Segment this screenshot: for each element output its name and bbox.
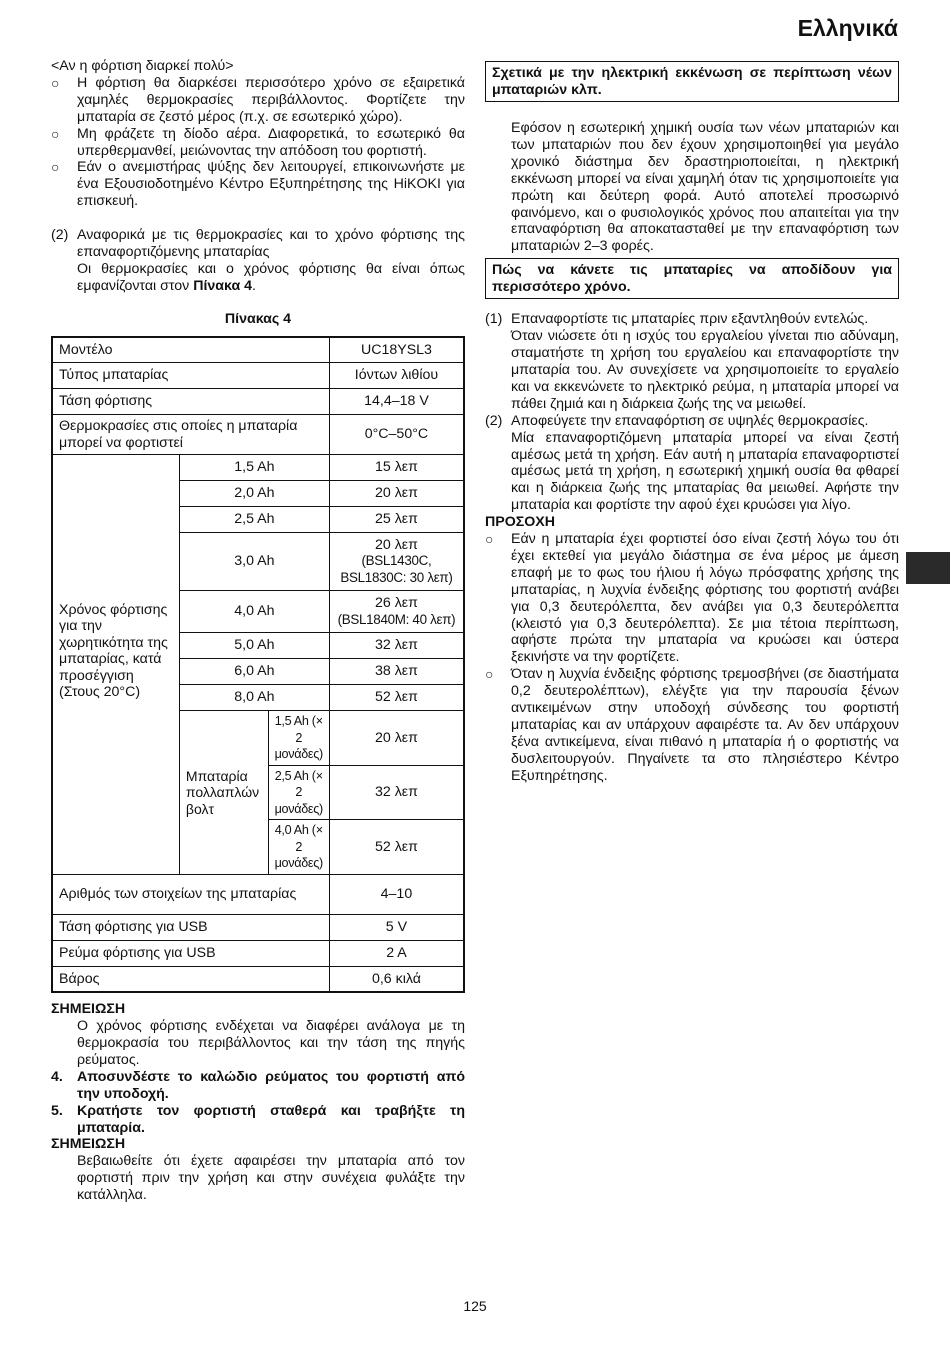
hollow-circle-icon: ○ <box>485 666 494 683</box>
multivolt-capacity-cell: 1,5 Ah (× 2 μονάδες) <box>268 711 329 766</box>
time-value: 20 λεπ <box>374 536 418 553</box>
item-number: (2) <box>51 227 69 244</box>
item-text-end: . <box>252 277 256 294</box>
capacity-cell: 2,0 Ah <box>179 481 329 507</box>
usb-current-label: Ρεύμα φόρτισης για USB <box>52 940 329 966</box>
time-value: 26 λεπ <box>374 595 418 612</box>
time-cell: 32 λεπ <box>329 633 464 659</box>
step-5 <box>51 1103 465 1137</box>
item-2 <box>485 413 899 430</box>
time-cell: 20 λεπ <box>329 481 464 507</box>
charge-time-label <box>52 455 179 875</box>
capacity-cell: 8,0 Ah <box>179 685 329 711</box>
capacity-cell: 3,0 Ah <box>179 533 329 591</box>
language-heading: Ελληνικά <box>797 15 898 41</box>
time-cell: 25 λεπ <box>329 507 464 533</box>
bullet-text: Μη φράζετε τη δίοδο αέρα. Διαφορετικά, το εσωτερικό θα υπερθερμανθεί, μειώνοντας την απόδοση του φορτιστή. <box>77 125 465 159</box>
usb-current-value: 2 A <box>329 940 464 966</box>
item-number: (2) <box>485 412 503 429</box>
spec-table <box>51 336 465 994</box>
long-charge-bullet-2 <box>51 126 465 160</box>
multivolt-label: Μπαταρία πολλαπλών βολτ <box>179 711 268 875</box>
cells-value: 4–10 <box>329 874 464 914</box>
hollow-circle-icon: ○ <box>51 74 60 91</box>
caution-bullet-2 <box>485 666 899 784</box>
item-title: Αποφεύγετε την επαναφόρτιση σε υψηλές θερμοκρασίες. <box>511 412 869 429</box>
weight-label: Βάρος <box>52 966 329 992</box>
cells-label: Αριθμός των στοιχείων της μπαταρίας <box>52 874 329 914</box>
step-4 <box>51 1069 465 1103</box>
battery-type-label: Τύπος μπαταρίας <box>52 363 329 389</box>
item-text: Οι θερμοκρασίες και ο χρόνος φόρτισης θα είναι όπως εμφανίζονται στον <box>77 260 465 294</box>
time-note: (BSL1840M: 40 λεπ) <box>337 611 456 627</box>
voltage-label: Τάση φόρτισης <box>52 389 329 415</box>
note-text: Βεβαιωθείτε ότι έχετε αφαιρέσει την μπαταρία από τον φορτιστή πριν την χρήση και στην συνέχεια φυλάξτε την κατάλληλα. <box>77 1153 465 1204</box>
item-title: Επαναφορτίστε τις μπαταρίες πριν εξαντληθούν εντελώς. <box>511 311 869 328</box>
hollow-circle-icon: ○ <box>51 125 60 142</box>
step-number: 4. <box>51 1068 63 1085</box>
bullet-text: Εάν η μπαταρία έχει φορτιστεί όσο είναι ζεστή λόγω του ότι έχει εκτεθεί για μεγάλο διάστημα σε ένα μέρος με άμεση επαφή με το φως του ήλιου ή λόγω πρόσφατης χρήσης της μπαταρίας, η λυχνία ένδειξης φόρτισης του φορτιστή ανάβει για 0,3 δευτερόλεπτα, δεν ανάβει για 0,3 δευτερόλεπτα (κλειστό για 0,3 δευτερόλεπτα). Σε μια τέτοια περίπτωση, αφήστε πρώτα την μπαταρία να κρυώσει και ύστερα ξεκινήστε να την φορτίζετε. <box>511 531 899 666</box>
note-text: Ο χρόνος φόρτισης ενδέχεται να διαφέρει ανάλογα με τη θερμοκρασία του περιβάλλοντος και την τάση της πηγής ρεύματος. <box>77 1018 465 1068</box>
page-number: 125 <box>463 1298 487 1314</box>
charge-time-label-text: Χρόνος φόρτισης για την χωρητικότητα της μπαταρίας, κατά προσέγγιση (Στους 20°C) <box>59 601 168 701</box>
step-text: Αποσυνδέστε το καλώδιο ρεύματος του φορτιστή από την υποδοχή. <box>77 1068 465 1102</box>
capacity-cell: 2,5 Ah <box>179 507 329 533</box>
temp-label: Θερμοκρασίες στις οποίες η μπαταρία μπορεί να φορτιστεί <box>52 415 329 455</box>
temp-value: 0°C–50°C <box>329 415 464 455</box>
time-note: (BSL1430C, BSL1830C: 30 λεπ) <box>340 553 453 585</box>
long-charge-bullet-3 <box>51 159 465 210</box>
model-label: Μοντέλο <box>52 337 329 363</box>
time-cell <box>329 533 464 591</box>
multivolt-capacity-cell: 4,0 Ah (× 2 μονάδες) <box>268 820 329 875</box>
bullet-text: Η φόρτιση θα διαρκέσει περισσότερο χρόνο σε εξαιρετικά χαμηλές θερμοκρασίες περιβάλλοντος. Φορτίζετε την μπαταρία σε ζεστό μέρος (π.χ. σε εσωτερικό χώρο). <box>77 74 465 125</box>
step-text: Κρατήστε τον φορτιστή σταθερά και τραβήξτε τη μπαταρία. <box>77 1102 465 1136</box>
multivolt-capacity-cell: 2,5 Ah (× 2 μονάδες) <box>268 765 329 820</box>
table-caption: Πίνακας 4 <box>224 310 292 327</box>
time-cell: 15 λεπ <box>329 455 464 481</box>
multivolt-time-cell: 32 λεπ <box>329 765 464 820</box>
item-2-text <box>51 261 465 295</box>
step-number: 5. <box>51 1102 63 1119</box>
battery-type-value: Ιόντων λιθίου <box>329 363 464 389</box>
section-tab-marker <box>906 552 950 584</box>
multivolt-time-cell: 20 λεπ <box>329 711 464 766</box>
weight-value: 0,6 κιλά <box>329 966 464 992</box>
capacity-cell: 5,0 Ah <box>179 633 329 659</box>
time-cell: 38 λεπ <box>329 659 464 685</box>
usb-voltage-value: 5 V <box>329 914 464 940</box>
caution-bullet-1 <box>485 531 899 666</box>
hollow-circle-icon: ○ <box>51 159 60 176</box>
item-text: Μία επαναφορτιζόμενη μπαταρία μπορεί να είναι ζεστή αμέσως μετά τη χρήση. Εάν αυτή η μπαταρία επαναφορτιστεί αμέσως μετά τη χρήση, η εσωτερική χημική ουσία θα φθαρεί και η διάρκεια ζωής της μπαταρίας θα μειωθεί. Αφήστε την μπαταρία και φορτίστε την αφού έχει κρυώσει για λίγο. <box>511 429 899 514</box>
item-text: Όταν νιώσετε ότι η ισχύς του εργαλείου γίνεται πιο αδύναμη, σταματήστε τη χρήση του εργαλείου και επαναφορτίστε την μπαταρία του. Αν συνεχίσετε να χρησιμοποιείτε το εργαλείο και να εκκενώνετε το ηλεκτρικό ρεύμα, η μπαταρία μπορεί να πάθει ζημιά και η διάρκεια ζωής της να μειωθεί. <box>511 328 899 412</box>
item-2 <box>51 227 465 261</box>
left-column <box>51 58 465 1204</box>
section-text: Εφόσον η εσωτερική χημική ουσία των νέων μπαταριών και των μπαταριών που δεν έχουν χρησιμοποιηθεί για μεγάλο χρονικό διάστημα δεν δραστηριοποιείται, η ηλεκτρική εκκένωση μπορεί να είναι χαμηλή όταν τις χρησιμοποιείτε για πρώτη και δεύτερη φορά. Αυτό αποτελεί προσωρινό φαινόμενο, και ο φυσιολογικός χρόνος που απαιτείται για την επαναφόρτιση θα αποκατασταθεί με την επαναφόρτιση των μπαταριών 2–3 φορές. <box>511 120 899 255</box>
usb-voltage-label: Τάση φόρτισης για USB <box>52 914 329 940</box>
capacity-cell: 4,0 Ah <box>179 591 329 633</box>
long-charge-bullet-1 <box>51 75 465 126</box>
section-box-heading: Σχετικά με την ηλεκτρική εκκένωση σε περίπτωση νέων μπαταριών κλπ. <box>485 61 899 102</box>
model-value: UC18YSL3 <box>329 337 464 363</box>
time-cell <box>329 591 464 633</box>
right-column <box>485 61 899 785</box>
capacity-cell: 1,5 Ah <box>179 455 329 481</box>
section-box-heading: Πώς να κάνετε τις μπαταρίες να αποδίδουν για περισσότερο χρόνο. <box>485 258 899 299</box>
bullet-text: Όταν η λυχνία ένδειξης φόρτισης τρεμοσβήνει (σε διαστήματα 0,2 δευτερολέπτων), ελέγξτε για την παρουσία ξένων αντικειμένων στην υποδοχή σύνδεσης του φορτιστή μπαταρίας και αν υπάρχουν αφαιρέστε τα. Αν δεν υπάρχουν ξένα αντικείμενα, είναι πιθανό η μπαταρία ή ο φορτιστής να δυσλειτουργούν. Πηγαίνετε τα στο πλησιέστερο Κέντρο Εξυπηρέτησης. <box>511 666 899 784</box>
note-heading: ΣΗΜΕΙΩΣΗ <box>51 1001 126 1018</box>
bullet-text: Εάν ο ανεμιστήρας ψύξης δεν λειτουργεί, επικοινωνήστε με ένα Εξουσιοδοτημένο Κέντρο Εξυπηρέτησης της HiKOKI για επισκευή. <box>77 159 465 210</box>
table-reference: Πίνακα 4 <box>193 277 253 294</box>
multivolt-time-cell: 52 λεπ <box>329 820 464 875</box>
item-number: (1) <box>485 311 503 328</box>
item-title: Αναφορικά με τις θερμοκρασίες και το χρόνο φόρτισης της επαναφορτιζόμενης μπαταρίας <box>77 227 465 261</box>
hollow-circle-icon: ○ <box>485 531 494 548</box>
time-cell: 52 λεπ <box>329 685 464 711</box>
caution-heading: ΠΡΟΣΟΧΗ <box>485 514 556 531</box>
voltage-value: 14,4–18 V <box>329 389 464 415</box>
item-1 <box>485 311 899 328</box>
note-heading: ΣΗΜΕΙΩΣΗ <box>51 1136 126 1153</box>
capacity-cell: 6,0 Ah <box>179 659 329 685</box>
long-charge-heading: <Αν η φόρτιση διαρκεί πολύ> <box>51 58 234 74</box>
